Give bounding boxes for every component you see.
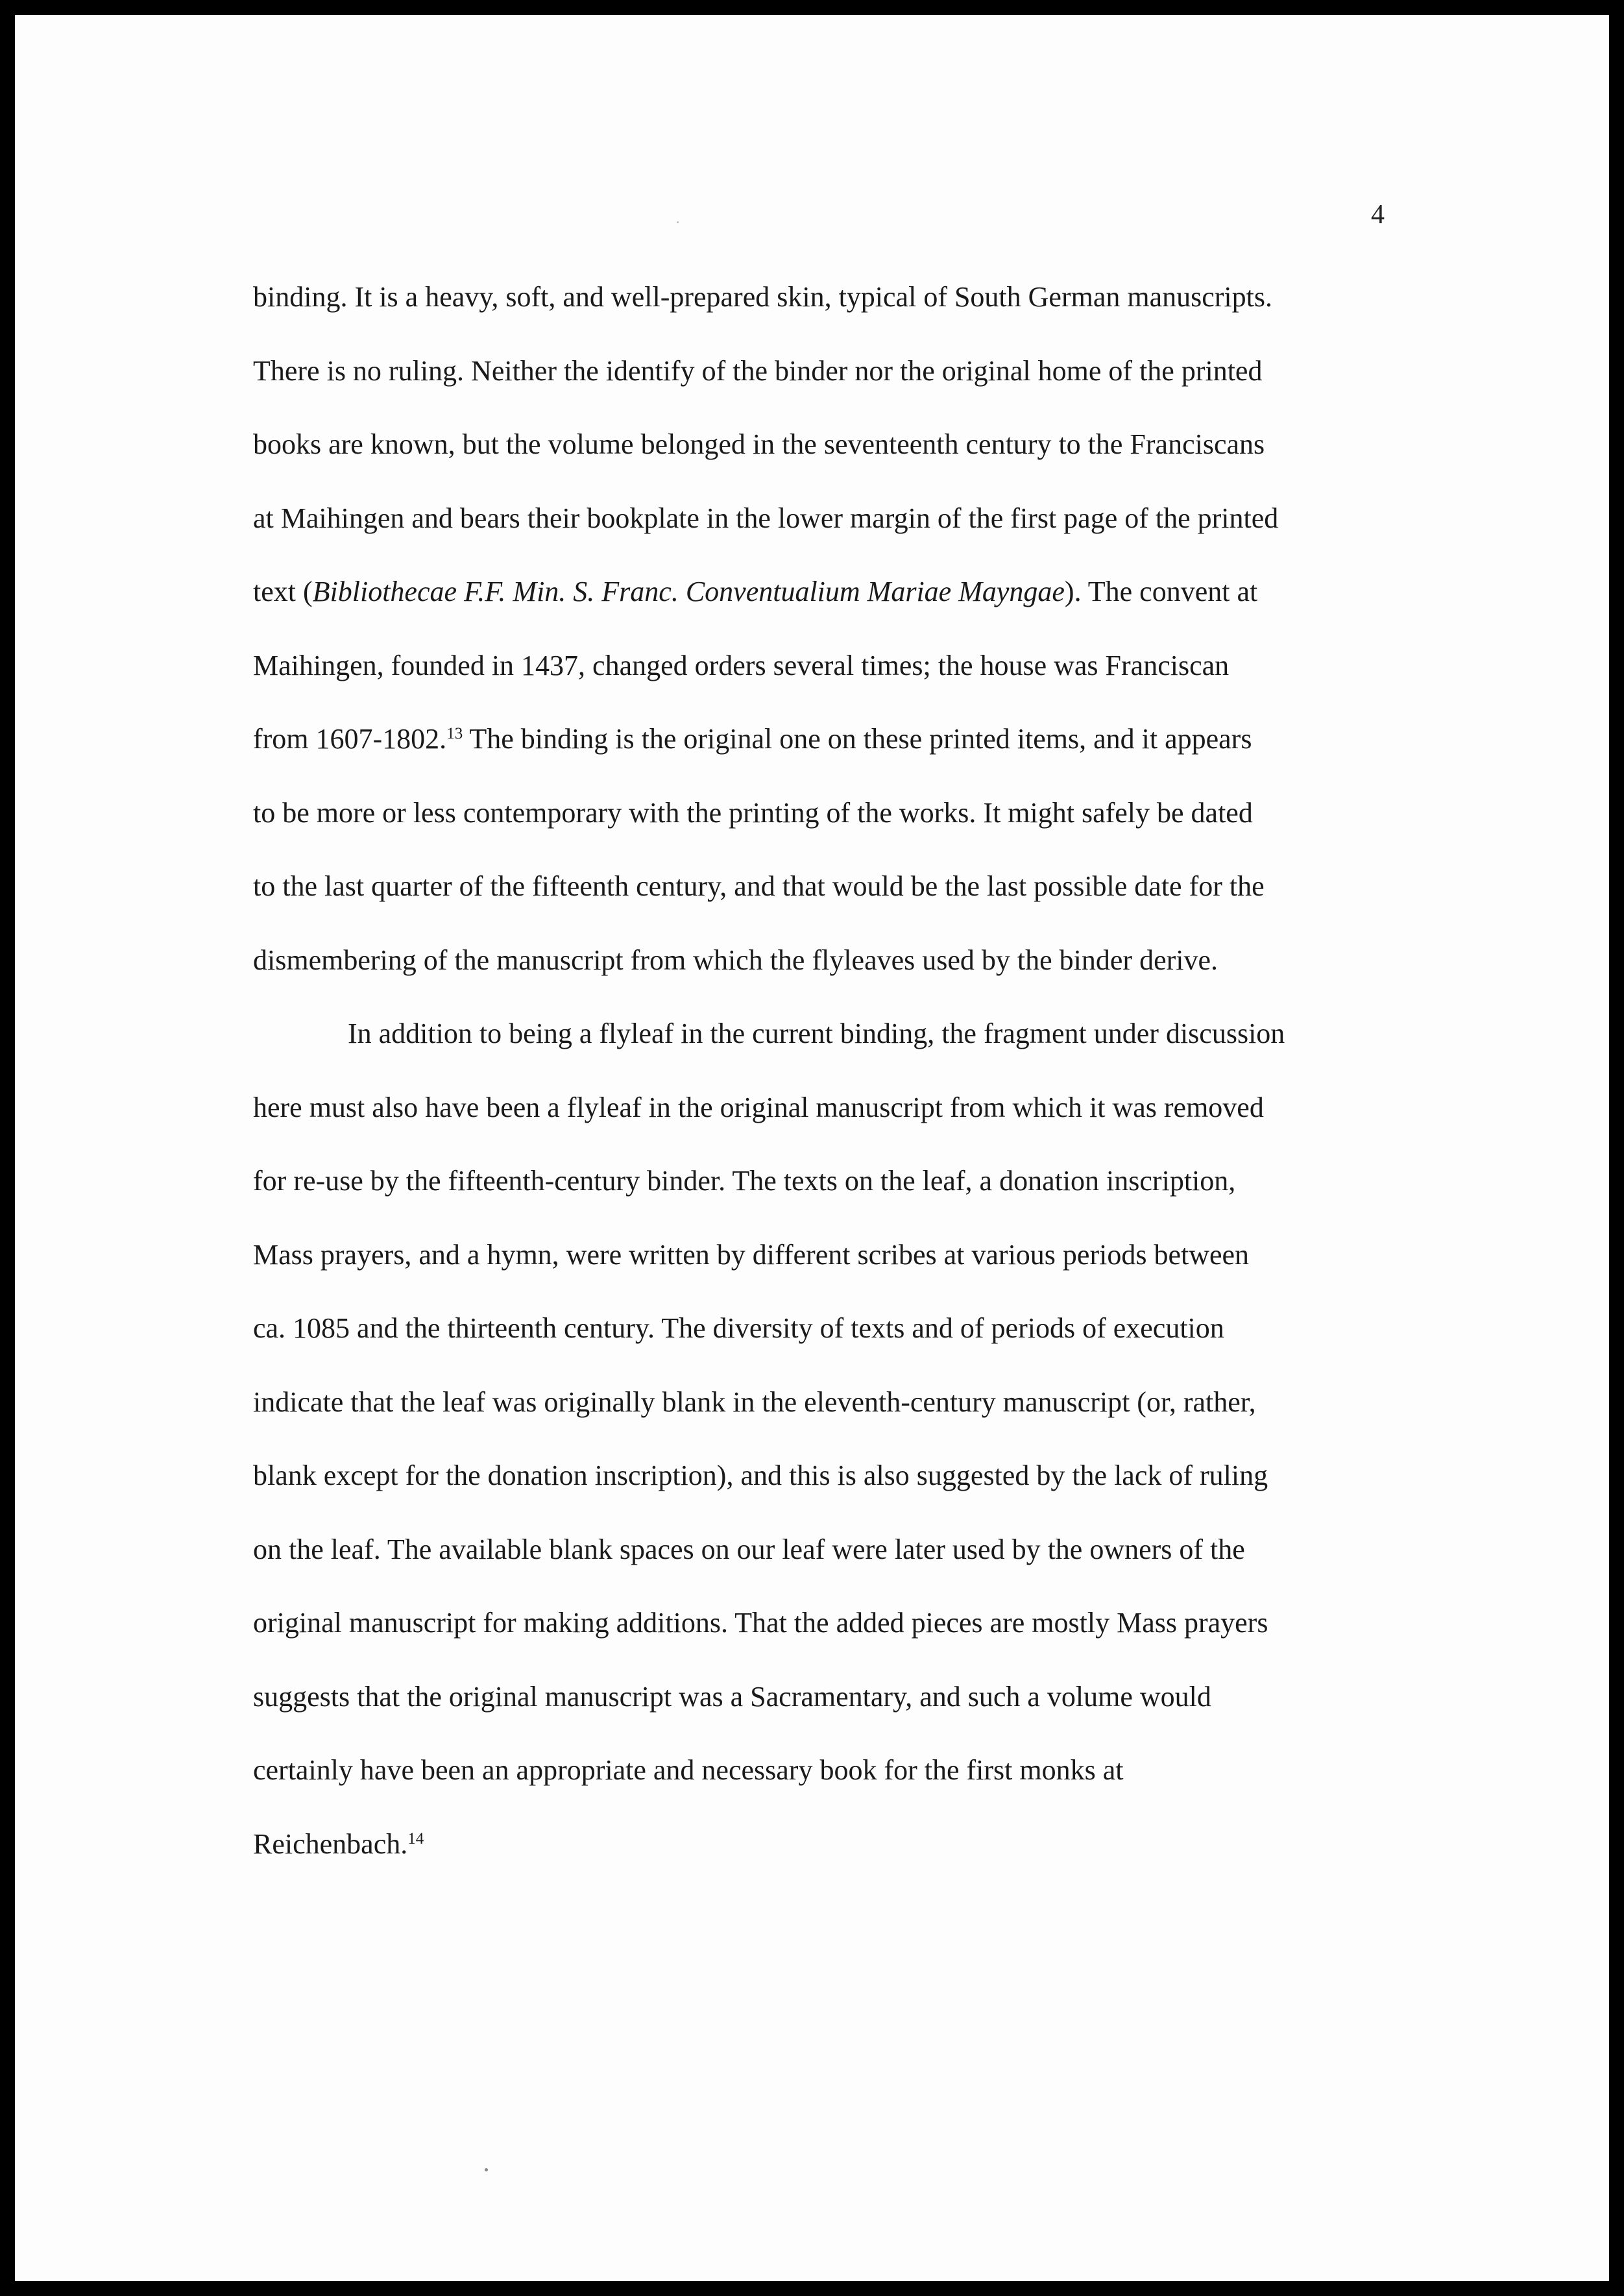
footnote-marker: 13 [446,725,463,742]
text-line: certainly have been an appropriate and necessary book for the first monks at [253,1754,1124,1786]
text-line: ca. 1085 and the thirteenth century. The diversity of texts and of periods of execution [253,1312,1224,1344]
text-line: In addition to being a flyleaf in the current binding, the fragment under discussion [348,1018,1285,1049]
scan-speck [485,2168,488,2171]
text-line: Mass prayers, and a hymn, were written by different scribes at various periods between [253,1239,1250,1271]
scan-speck [677,221,679,223]
text-line [253,720,1408,759]
text-line: books are known, but the volume belonged in the seventeenth century to the Franciscans [253,428,1265,460]
text-line: suggests that the original manuscript was a Sacramentary, and such a volume would [253,1681,1211,1713]
italic-title: Bibliothecae F.F. Min. S. Franc. Conventualium Mariae Mayngae [312,576,1065,607]
text-line: at Maihingen and bears their bookplate in the lower margin of the first page of the printed [253,502,1279,534]
text-line: indicate that the leaf was originally blank in the eleventh-century manuscript (or, rather, [253,1386,1256,1418]
text-line [253,1825,1408,1864]
document-page [15,15,1609,2281]
text-line: to the last quarter of the fifteenth century, and that would be the last possible date for the [253,870,1265,902]
text-fragment: Reichenbach. [253,1828,408,1860]
page-number: 4 [1371,200,1385,230]
text-line [253,572,1408,611]
text-fragment: ). The convent at [1064,576,1258,607]
text-line: dismembering of the manuscript from which the flyleaves used by the binder derive. [253,944,1218,976]
text-line: here must also have been a flyleaf in the original manuscript from which it was removed [253,1092,1264,1123]
text-line: blank except for the donation inscription), and this is also suggested by the lack of ruling [253,1459,1268,1491]
footnote-marker: 14 [407,1830,424,1848]
text-line: for re-use by the fifteenth-century binder. The texts on the leaf, a donation inscription, [253,1165,1236,1197]
text-line: There is no ruling. Neither the identify of the binder nor the original home of the printed [253,355,1263,387]
text-line: Maihingen, founded in 1437, changed orders several times; the house was Franciscan [253,650,1230,681]
text-line: binding. It is a heavy, soft, and well-prepared skin, typical of South German manuscripts. [253,281,1273,313]
text-fragment: text ( [253,576,313,607]
text-line: on the leaf. The available blank spaces on our leaf were later used by the owners of the [253,1533,1245,1565]
text-line: to be more or less contemporary with the printing of the works. It might safely be dated [253,797,1253,829]
text-fragment: from 1607-1802. [253,723,447,755]
text-line: original manuscript for making additions. That the added pieces are mostly Mass prayers [253,1607,1268,1639]
text-fragment: The binding is the original one on these printed items, and it appears [463,723,1252,755]
